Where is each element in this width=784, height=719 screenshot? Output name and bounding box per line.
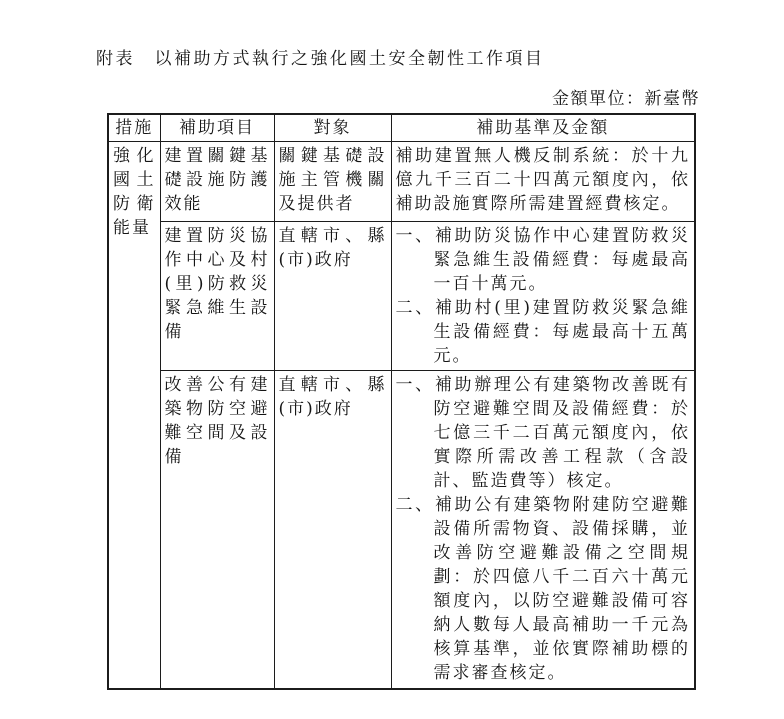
criteria-text: 補助辦理公有建築物改善既有防空避難空間及設備經費：於七億三千二百萬元額度內，依實際所需改善工程款（含設計、監造費等）核定。 [433, 375, 691, 491]
column-header-measure: 措施 [108, 114, 160, 142]
criteria-text: 補助公有建築物附建防空避難設備所需物資、設備採購，並改善防空避難設備之空間規劃：於四億八千二百六十萬元額度內，以防空避難設備可容納人數每人最高補助一千元為核算基準，並依實際補助標的需求審查核定。 [433, 495, 691, 683]
criteria-item [396, 373, 691, 493]
document-title: 附表 以補助方式執行之強化國土安全韌性工作項目 [96, 49, 545, 69]
criteria-item [396, 493, 691, 685]
column-header-subsidy-item: 補助項目 [160, 114, 274, 142]
criteria-cell [391, 222, 695, 371]
criteria-item [396, 224, 691, 296]
subsidy-item-cell: 建置防災協作中心及村(里)防救災緊急維生設備 [160, 222, 274, 371]
criteria-text: 補助防災協作中心建置防救災緊急維生設備經費：每處最高一百十萬元。 [433, 226, 691, 294]
criteria-item [396, 296, 691, 368]
table-row [108, 142, 695, 222]
subsidy-table [107, 113, 696, 690]
criteria-text: 補助村(里)建置防救災緊急維生設備經費：每處最高十五萬元。 [433, 298, 691, 366]
table-row [108, 222, 695, 371]
list-marker: 二、 [395, 495, 435, 515]
amount-unit-note: 金額單位：新臺幣 [552, 89, 700, 109]
table-row [108, 371, 695, 689]
target-cell: 直轄市、縣(市)政府 [274, 371, 391, 689]
list-marker: 一、 [395, 375, 435, 395]
measure-cell: 強化國土防衛能量 [108, 142, 160, 689]
criteria-cell [391, 371, 695, 689]
criteria-text: 補助建置無人機反制系統：於十九億九千三百二十四萬元額度內，依補助設施實際所需建置經費核定。 [395, 146, 690, 214]
criteria-item [396, 144, 691, 216]
table-header-row [108, 114, 695, 142]
list-marker: 二、 [395, 298, 435, 318]
subsidy-item-cell: 建置關鍵基礎設施防護效能 [160, 142, 274, 222]
column-header-criteria-amount: 補助基準及金額 [391, 114, 695, 142]
list-marker: 一、 [395, 226, 435, 246]
criteria-cell [391, 142, 695, 222]
target-cell: 直轄市、縣(市)政府 [274, 222, 391, 371]
target-cell: 關鍵基礎設施主管機關及提供者 [274, 142, 391, 222]
subsidy-item-cell: 改善公有建築物防空避難空間及設備 [160, 371, 274, 689]
column-header-target: 對象 [274, 114, 391, 142]
